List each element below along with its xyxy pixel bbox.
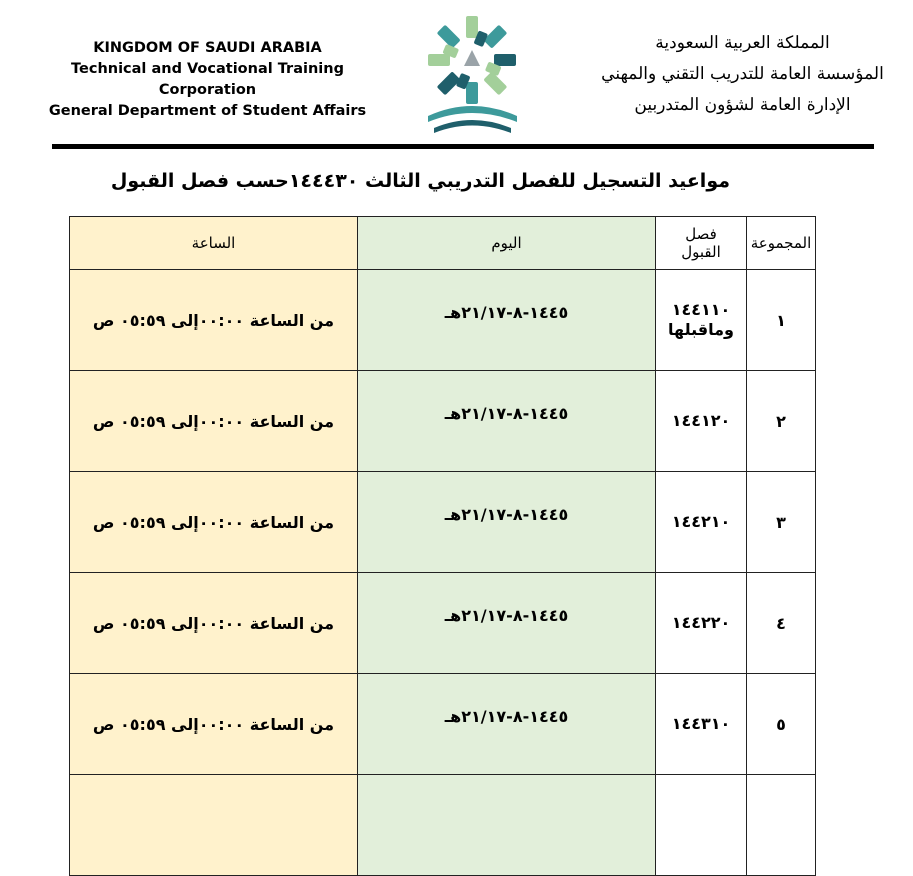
english-header [20,38,395,122]
cell-day-text: ١٤٤٥-٨-٢١/١٧هـ [444,706,569,726]
header-divider [52,144,874,149]
cell-time: من الساعة ٠٠:٠٠إلى ٠٥:٥٩ ص [70,674,358,775]
cell-time: من الساعة ٠٠:٠٠إلى ٠٥:٥٩ ص [70,371,358,472]
table-row [70,270,816,371]
header-semester [656,217,747,270]
table-header-row [70,217,816,270]
cell-day [358,573,656,674]
table-row [70,573,816,674]
cell-group: ١ [747,270,816,371]
cell-day-text: ١٤٤٥-٨-٢١/١٧هـ [444,302,569,322]
cell-day-text: ١٤٤٥-٨-٢١/١٧هـ [444,403,569,423]
arabic-header-line-3: الإدارة العامة لشؤون المتدربين [634,95,851,115]
cell-time: من الساعة ٠٠:٠٠إلى ٠٥:٥٩ ص [70,573,358,674]
arabic-header-line-1: المملكة العربية السعودية [655,33,830,53]
header-semester-line-2: القبول [681,243,721,261]
english-header-line-1: KINGDOM OF SAUDI ARABIA [93,40,322,56]
cell-day-text: ١٤٤٥-٨-٢١/١٧هـ [444,504,569,524]
header-time: الساعة [70,217,358,270]
registration-schedule-table [69,216,816,876]
english-header-line-3: General Department of Student Affairs [48,103,367,119]
header-group: المجموعة [747,217,816,270]
cell-semester: ١٤٤٣١٠ [656,674,747,775]
cell-semester [656,270,747,371]
cell-time: من الساعة ٠٠:٠٠إلى ٠٥:٥٩ ص [70,472,358,573]
table-row [70,371,816,472]
table-row [70,674,816,775]
cell-day [358,371,656,472]
table-row-partial [70,775,816,876]
cell-group: ٣ [747,472,816,573]
cell-semester: ١٤٤١٢٠ [656,371,747,472]
cell-group: ٤ [747,573,816,674]
arabic-header [590,28,895,121]
cell-semester-code: ١٤٤١١٠ [671,300,731,319]
header-day: اليوم [358,217,656,270]
cell-day [358,472,656,573]
tvtc-logo-icon [420,8,525,138]
header-semester-line-1: فصل [685,225,717,243]
english-header-line-2: Technical and Vocational Training Corporation [71,61,344,98]
cell-group: ٥ [747,674,816,775]
cell-day-text: ١٤٤٥-٨-٢١/١٧هـ [444,605,569,625]
cell-semester: ١٤٤٢٢٠ [656,573,747,674]
arabic-header-line-2: المؤسسة العامة للتدريب التقني والمهني [601,64,884,84]
cell-group: ٢ [747,371,816,472]
cell-time: من الساعة ٠٠:٠٠إلى ٠٥:٥٩ ص [70,270,358,371]
cell-day [358,674,656,775]
cell-semester-note: وماقبلها [668,320,734,339]
page-title: مواعيد التسجيل للفصل التدريبي الثالث ١٤٤٤٣٠حسب فصل القبول [110,170,730,192]
table-row [70,472,816,573]
cell-day [358,270,656,371]
cell-semester: ١٤٤٢١٠ [656,472,747,573]
